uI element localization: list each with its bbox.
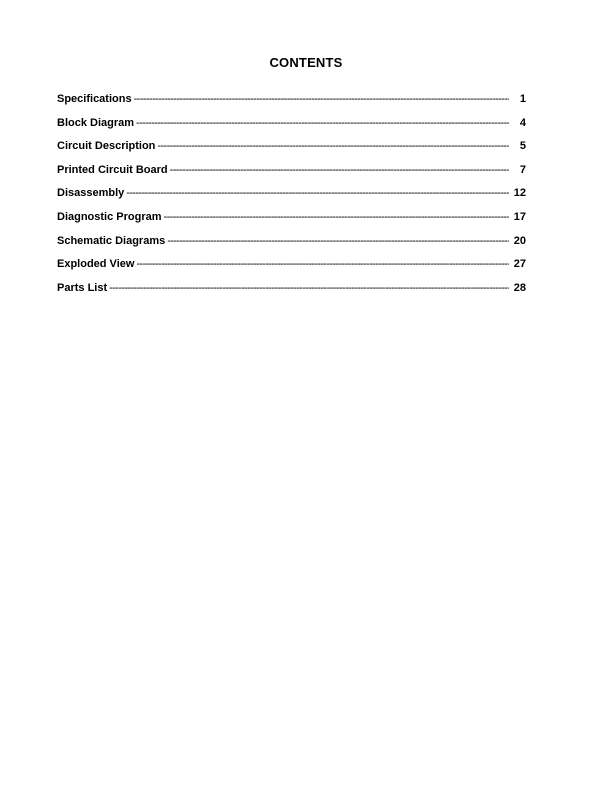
toc-dot-leader — [136, 117, 509, 129]
toc-entry[interactable] — [57, 211, 526, 235]
toc-entry[interactable] — [57, 93, 526, 117]
toc-entry[interactable] — [57, 258, 526, 282]
toc-entry-page: 20 — [513, 234, 526, 247]
toc-entry-label: Circuit Description — [57, 140, 156, 153]
toc-entry-page: 12 — [513, 187, 526, 200]
toc-entry[interactable] — [57, 117, 526, 141]
table-of-contents — [57, 93, 526, 305]
toc-dot-leader — [126, 187, 509, 199]
toc-entry-page: 28 — [513, 281, 526, 294]
toc-dot-leader — [157, 140, 509, 152]
toc-entry-label: Diagnostic Program — [57, 210, 162, 223]
toc-entry-label: Printed Circuit Board — [57, 163, 168, 176]
toc-entry-page: 27 — [513, 258, 526, 271]
toc-entry-label: Disassembly — [57, 187, 125, 200]
toc-entry[interactable] — [57, 282, 526, 306]
toc-entry-label: Exploded View — [57, 258, 135, 271]
toc-entry-page: 1 — [519, 93, 526, 105]
toc-entry-page: 5 — [519, 140, 526, 153]
toc-dot-leader — [109, 282, 509, 294]
toc-entry[interactable] — [57, 235, 526, 259]
toc-entry-page: 4 — [519, 116, 526, 129]
toc-entry-page: 7 — [519, 163, 526, 176]
toc-entry[interactable] — [57, 187, 526, 211]
toc-entry-label: Specifications — [57, 93, 132, 105]
toc-dot-leader — [170, 164, 509, 176]
toc-dot-leader — [134, 93, 509, 105]
toc-entry[interactable] — [57, 140, 526, 164]
toc-dot-leader — [136, 258, 509, 270]
toc-entry-label: Schematic Diagrams — [57, 234, 166, 247]
toc-entry-label: Block Diagram — [57, 116, 135, 129]
toc-entry[interactable] — [57, 164, 526, 188]
page-title: CONTENTS — [269, 55, 343, 70]
toc-dot-leader — [167, 235, 509, 247]
toc-entry-label: Parts List — [57, 281, 108, 294]
toc-entry-page: 17 — [513, 210, 526, 223]
toc-dot-leader — [164, 211, 509, 223]
